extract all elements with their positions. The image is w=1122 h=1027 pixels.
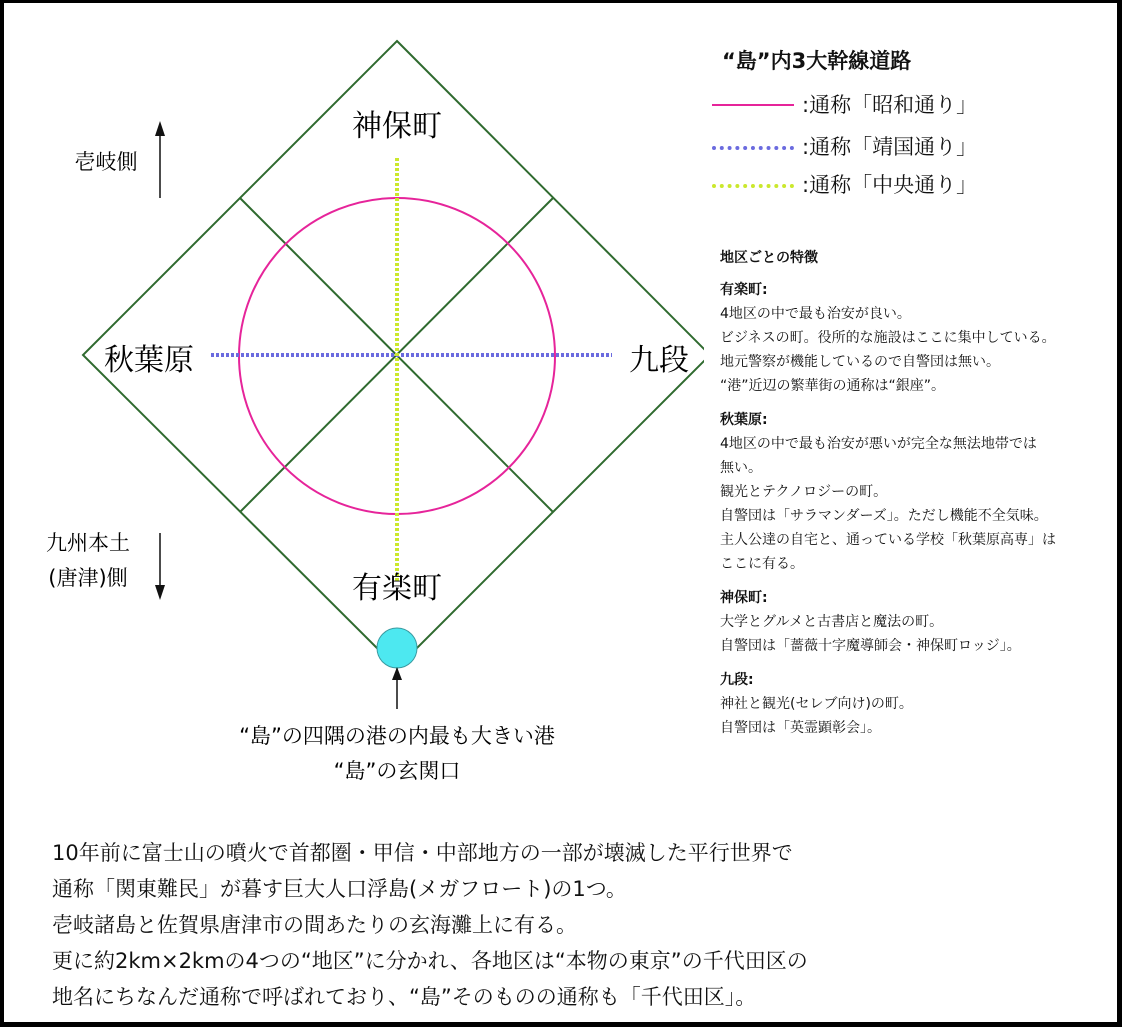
district-kudan (720, 668, 1115, 740)
description-line: 通称「関東難民」が暮す巨大人口浮島(メガフロート)の1つ。 (52, 877, 627, 901)
arrow-down-icon (155, 585, 165, 600)
district-yurakucho (720, 278, 1115, 398)
legend-row-yasukuni (710, 131, 1110, 161)
description-line: 10年前に富士山の噴火で首都圏・甲信・中部地方の一部が壊滅した平行世界で (52, 841, 793, 865)
island-map (4, 3, 704, 803)
district-line: 自警団は「サラマンダーズ」。ただし機能不全気味。 (720, 508, 1048, 524)
port-caption-1: “島”の四隅の港の内最も大きい港 (239, 724, 555, 748)
map-frame (4, 3, 1117, 1022)
legend-row-chuo (710, 169, 1110, 199)
direction-down-label-1: 九州本土 (46, 531, 130, 555)
district-line: 4地区の中で最も治安が良い。 (720, 306, 911, 322)
port-pointer-icon (392, 667, 402, 680)
district-akihabara (720, 408, 1115, 576)
district-line: 自警団は「英霊顕彰会」。 (720, 720, 881, 736)
legend-swatch-yasukuni (712, 146, 794, 150)
district-name: 九段: (720, 672, 754, 688)
main-port-marker (377, 628, 417, 668)
district-name: 秋葉原: (720, 412, 768, 428)
district-line: 神社と観光(セレブ向け)の町。 (720, 696, 913, 712)
district-line: ビジネスの町。役所的な施設はここに集中している。 (720, 330, 1056, 346)
district-name: 神保町: (720, 590, 768, 606)
port-caption-2: “島”の玄関口 (333, 759, 461, 783)
district-label-west: 秋葉原 (104, 343, 194, 378)
direction-up-label: 壱岐側 (74, 150, 138, 174)
district-line: 地元警察が機能しているので自警団は無い。 (720, 354, 1000, 370)
legend-label-chuo: :通称「中央通り」 (802, 173, 978, 197)
district-info-title: 地区ごとの特徴 (720, 250, 818, 266)
setting-description (52, 835, 1092, 1015)
district-line: ここに有る。 (720, 556, 804, 572)
district-line: 無い。 (720, 460, 762, 476)
arrow-up-icon (155, 121, 165, 136)
district-line: “港”近辺の繁華街の通称は“銀座”。 (720, 378, 946, 394)
district-label-east: 九段 (629, 343, 689, 378)
district-line: 自警団は「薔薇十字魔導師会・神保町ロッジ」。 (720, 638, 1021, 654)
legend-swatch-chuo (712, 184, 794, 188)
district-line: 主人公達の自宅と、通っている学校「秋葉原高専」は (720, 532, 1056, 548)
legend-swatch-showa (712, 104, 794, 106)
district-line: 4地区の中で最も治安が悪いが完全な無法地帯では (720, 436, 1037, 452)
direction-down-label-2: (唐津)側 (48, 566, 128, 590)
legend-label-showa: :通称「昭和通り」 (802, 93, 978, 117)
district-jimbocho (720, 586, 1115, 658)
district-name: 有楽町: (720, 282, 768, 298)
legend-title: “島”内3大幹線道路 (722, 49, 912, 73)
legend-row-showa (710, 89, 1110, 119)
district-line: 大学とグルメと古書店と魔法の町。 (720, 614, 944, 630)
legend-label-yasukuni: :通称「靖国通り」 (802, 135, 978, 159)
description-line: 更に約2km×2kmの4つの“地区”に分かれ、各地区は“本物の東京”の千代田区の (52, 949, 808, 973)
district-label-south: 有楽町 (352, 571, 442, 606)
description-line: 地名にちなんだ通称で呼ばれており、“島”そのものの通称も「千代田区」。 (52, 985, 757, 1009)
district-label-north: 神保町 (352, 109, 442, 144)
description-line: 壱岐諸島と佐賀県唐津市の間あたりの玄海灘上に有る。 (52, 913, 577, 937)
district-line: 観光とテクノロジーの町。 (720, 484, 888, 500)
district-info-panel (720, 246, 1115, 750)
